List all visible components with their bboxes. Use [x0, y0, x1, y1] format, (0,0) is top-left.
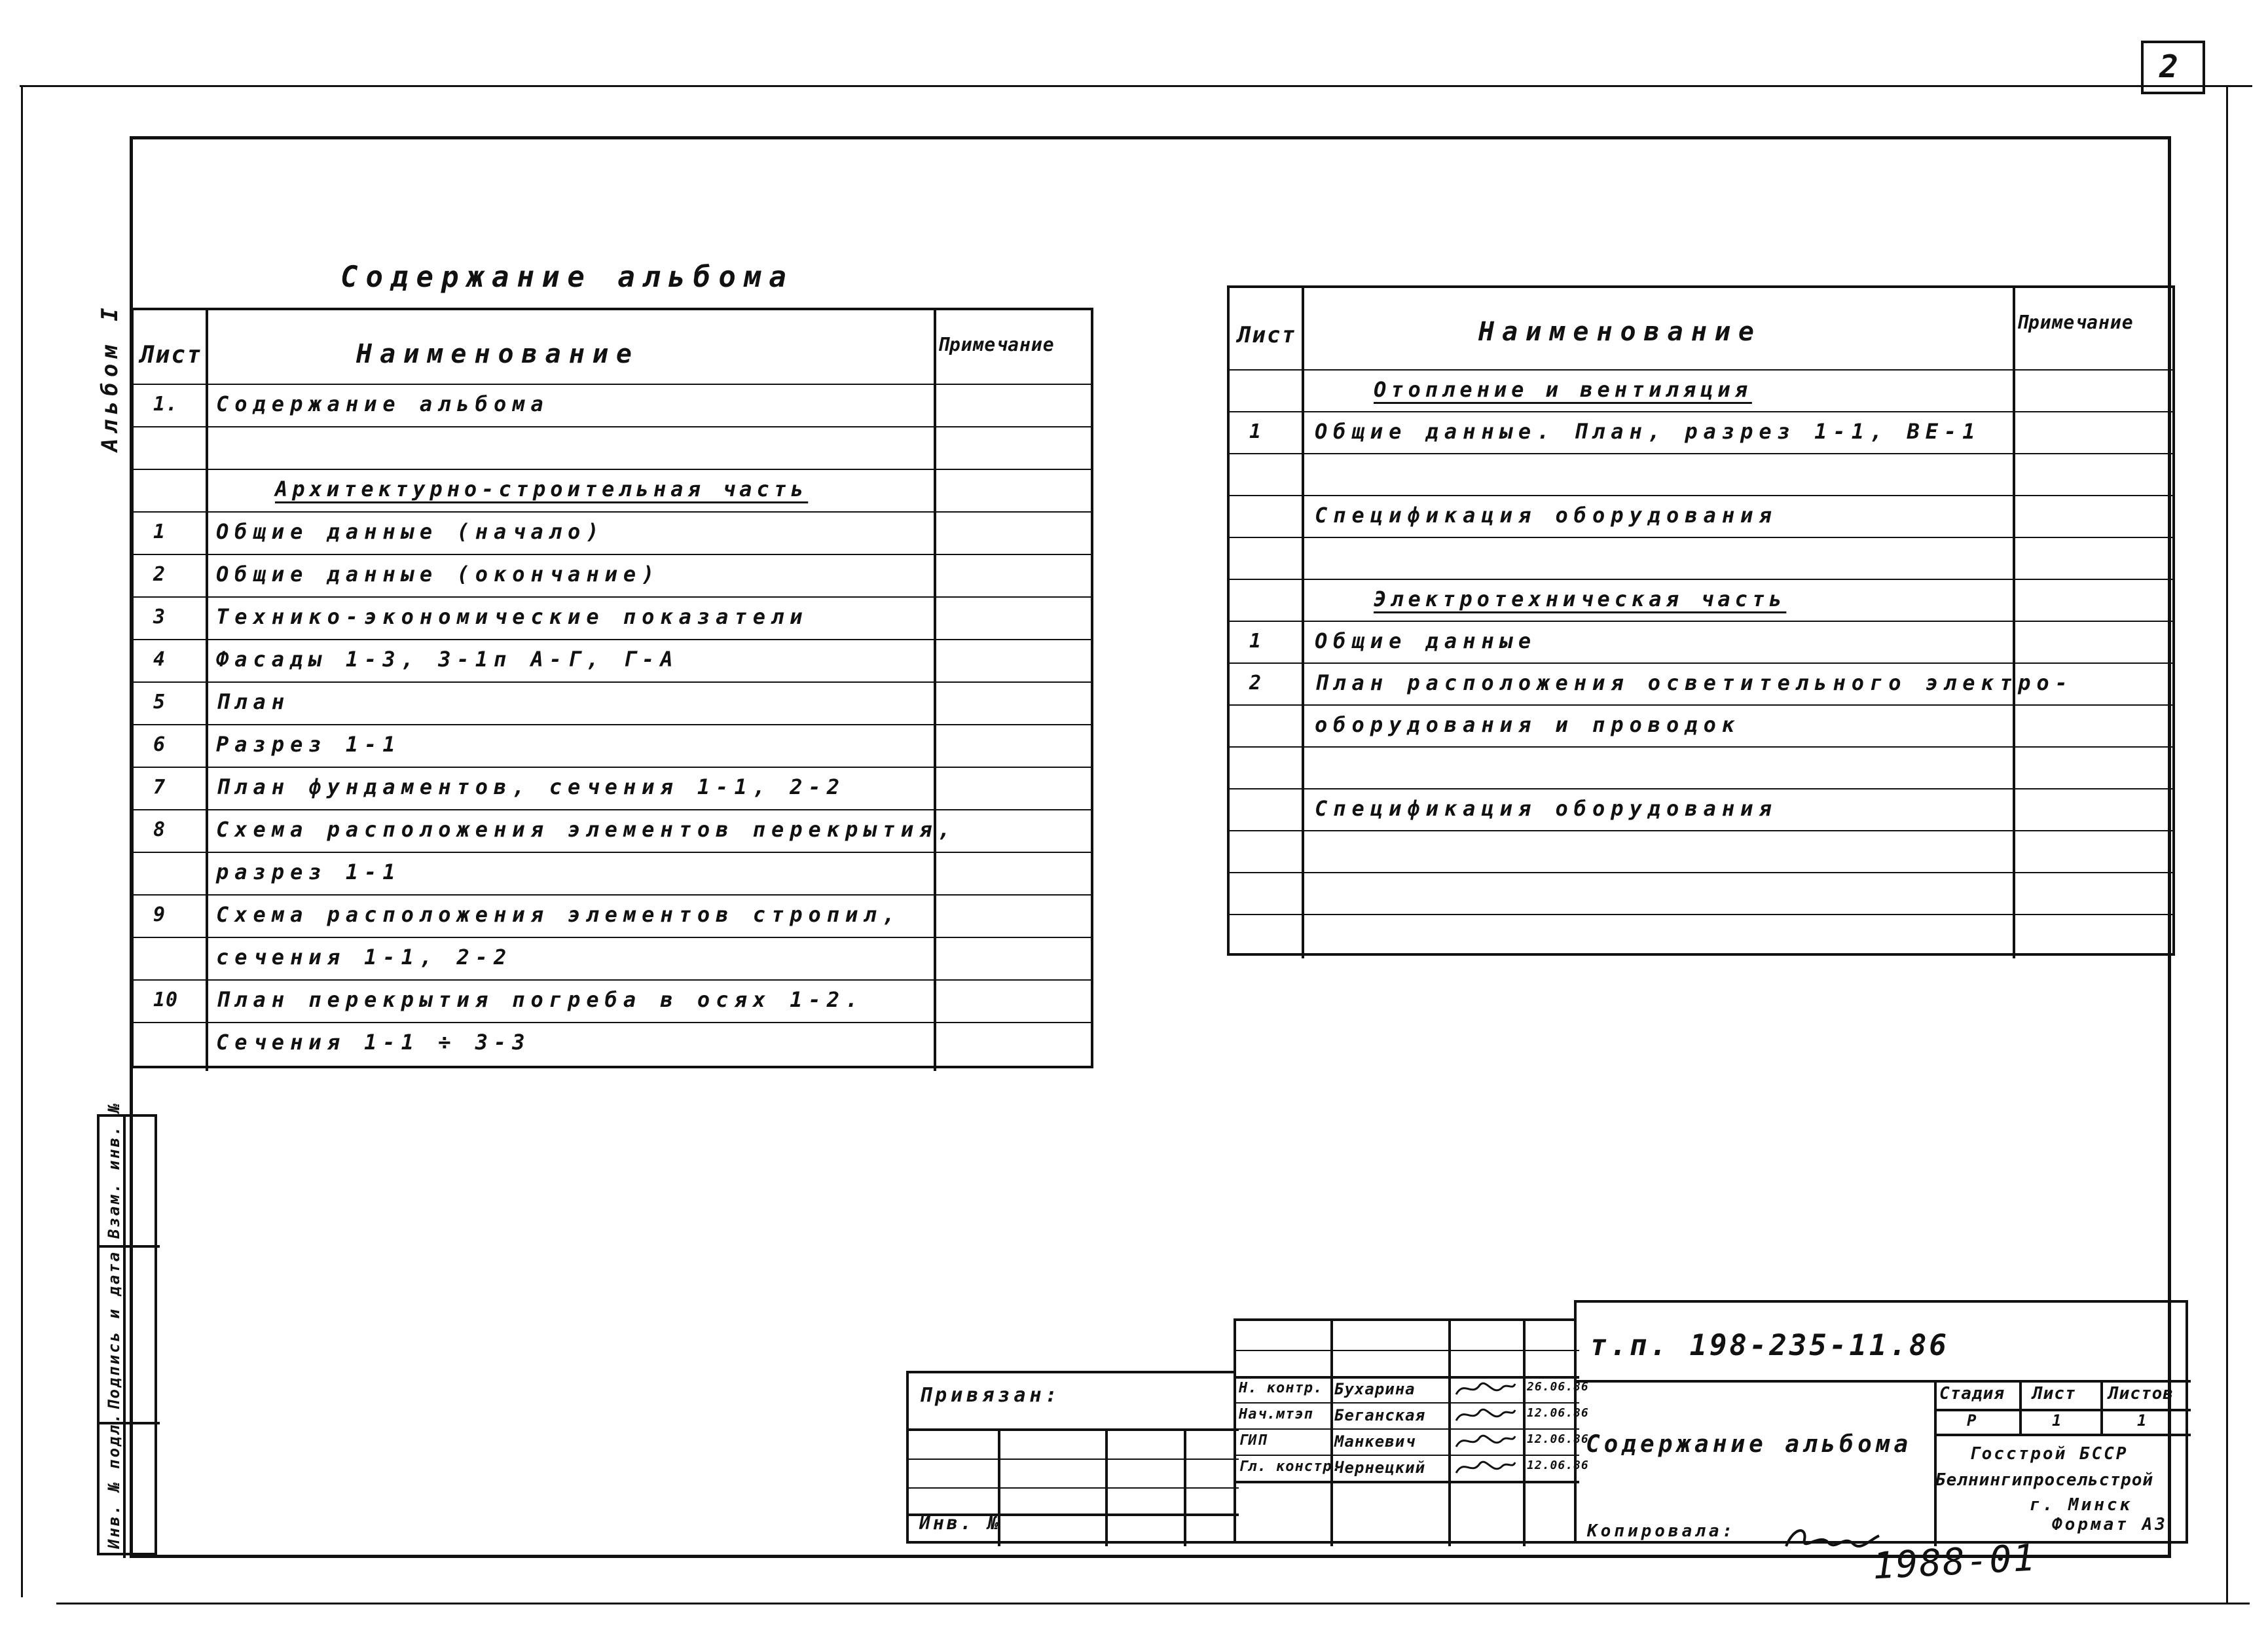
left-row-name: План фундаментов, сечения 1-1, 2-2 [216, 774, 846, 799]
left-row-name: Общие данные (начало) [216, 519, 605, 544]
signature-name: Бухарина [1334, 1380, 1416, 1398]
left-col-divider-note [934, 310, 936, 1071]
signature-date: 12.06.86 [1527, 1459, 1589, 1472]
left-contents-table [131, 308, 1093, 1068]
right-row-line [1230, 746, 2172, 748]
left-row-sheet: 1. [153, 393, 179, 416]
signature-name: Беганская [1334, 1406, 1426, 1424]
main-title-block [1574, 1300, 2188, 1544]
signature-name: Чернецкий [1334, 1459, 1426, 1477]
right-col-divider-sheet [1302, 288, 1304, 958]
left-row-line [134, 809, 1091, 810]
side-stamp [97, 1101, 157, 1555]
right-row-name: оборудования и проводок [1315, 712, 1741, 737]
left-row-name: Сечения 1-1 ÷ 3-3 [216, 1030, 531, 1055]
left-row-line [134, 894, 1091, 896]
left-row-sheet: 2 [153, 563, 166, 586]
stage-value: Р [1967, 1411, 1981, 1430]
side-stamp-inner-line [123, 1117, 126, 1558]
inv-label: Инв. № [919, 1512, 1002, 1534]
right-row-line [1230, 704, 2172, 706]
right-row-name: Спецификация оборудования [1315, 503, 1778, 528]
sig-col-3 [1523, 1321, 1526, 1546]
left-row-sheet: 10 [153, 988, 179, 1011]
right-contents-table [1227, 285, 2175, 956]
sheet-number: 2 [2159, 48, 2178, 85]
title-code-divider [1577, 1380, 2191, 1383]
left-header-sheet: Лист [140, 342, 202, 369]
handwritten-signature-icon [1452, 1430, 1518, 1453]
sheets-label: Листов [2108, 1384, 2174, 1404]
right-row-line [1230, 411, 2172, 412]
right-row-line [1230, 453, 2172, 454]
handwritten-number: 1988-01 [1871, 1536, 2038, 1588]
left-row-sheet: 4 [153, 648, 166, 671]
right-row-sheet: 1 [1249, 420, 1262, 443]
outer-frame-bottom [56, 1603, 2250, 1604]
signature-name: Манкевич [1334, 1432, 1416, 1451]
left-row-line [134, 384, 1091, 385]
signature-role: Н. контр. [1239, 1380, 1323, 1396]
right-header-name: Наименование [1478, 317, 1762, 347]
document-title: Содержание альбома [1586, 1431, 1912, 1458]
left-row-name: Разрез 1-1 [216, 732, 401, 757]
sheet-number-box [2141, 41, 2205, 94]
left-row-name: Общие данные (окончание) [216, 562, 661, 587]
org-line-3: г. Минск [2030, 1495, 2133, 1515]
left-row-line [134, 1022, 1091, 1023]
left-row-sheet: 1 [153, 520, 166, 543]
left-row-name: План [216, 689, 291, 714]
right-col-divider-note [2013, 288, 2015, 958]
left-row-sheet: 3 [153, 606, 166, 628]
right-row-name: Спецификация оборудования [1315, 796, 1778, 821]
signature-role: Гл. констр. [1239, 1459, 1342, 1475]
page-title: Содержание альбома [340, 261, 794, 294]
right-row-line [1230, 621, 2172, 622]
format-label: Формат А3 [2052, 1515, 2168, 1534]
left-row-line [134, 426, 1091, 427]
handwritten-signature-icon [1452, 1456, 1518, 1479]
signature-date: 12.06.86 [1527, 1432, 1589, 1446]
attached-col-2 [1105, 1428, 1108, 1546]
side-stamp-divider-1 [100, 1245, 160, 1248]
left-row-sheet: 5 [153, 691, 166, 714]
handwritten-signature-icon [1452, 1377, 1518, 1401]
left-row-name: План перекрытия погреба в осях 1-2. [216, 987, 864, 1012]
left-header-name: Наименование [356, 339, 640, 369]
stage-col-2 [2100, 1380, 2103, 1434]
copied-label: Копировала: [1587, 1521, 1736, 1541]
outer-frame-top [20, 85, 2252, 87]
attached-line-3 [909, 1487, 1239, 1489]
right-section-heading: Электротехническая часть [1374, 587, 1787, 611]
side-stamp-inv-original: Инв. № подл. [105, 1411, 123, 1549]
left-row-line [134, 596, 1091, 598]
right-row-line [1230, 662, 2172, 664]
attached-line-2 [909, 1459, 1239, 1460]
left-row-line [134, 724, 1091, 725]
sig-line-4 [1236, 1428, 1579, 1430]
signature-role: ГИП [1239, 1432, 1267, 1449]
left-col-divider-sheet [206, 310, 208, 1071]
signature-date: 26.06.86 [1527, 1380, 1589, 1394]
right-header-sheet: Лист [1237, 322, 1296, 348]
sig-col-1 [1330, 1321, 1333, 1546]
document-code: т.п. 198-235-11.86 [1590, 1329, 1949, 1362]
copier-signature-icon [1781, 1520, 1886, 1566]
right-row-line [1230, 369, 2172, 371]
left-row-line [134, 979, 1091, 981]
sheet-label: Лист [2032, 1384, 2076, 1404]
left-row-line [134, 554, 1091, 555]
left-row-name: Содержание альбома [216, 391, 549, 416]
handwritten-signature-icon [1452, 1404, 1518, 1427]
sig-line-1 [1236, 1350, 1579, 1351]
sig-line-6 [1236, 1481, 1579, 1483]
right-row-line [1230, 495, 2172, 496]
side-stamp-replaced-inv: Взам. инв. № [105, 1101, 123, 1239]
left-row-sheet: 9 [153, 903, 166, 926]
signature-date: 12.06.86 [1527, 1406, 1589, 1420]
left-row-sheet: 6 [153, 733, 166, 756]
right-header-note: Примечание [2017, 312, 2134, 333]
signatures-block [1234, 1318, 1589, 1544]
sig-line-3 [1236, 1402, 1579, 1404]
left-header-note: Примечание [938, 334, 1055, 355]
side-stamp-sign-date: Подпись и дата [105, 1250, 123, 1410]
left-row-sheet: 7 [153, 776, 166, 799]
org-line-2: Белнингипросельстрой [1935, 1470, 2154, 1490]
outer-frame-right [2226, 85, 2228, 1604]
stage-label: Стадия [1939, 1384, 2005, 1404]
left-row-line [134, 639, 1091, 640]
stage-value-line [1934, 1434, 2191, 1436]
right-row-line [1230, 914, 2172, 915]
left-row-line [134, 767, 1091, 768]
right-section-heading: Отопление и вентиляция [1374, 377, 1752, 402]
right-row-line [1230, 830, 2172, 831]
left-row-name: Технико-экономические показатели [216, 604, 809, 629]
sheet-value: 1 [2052, 1411, 2066, 1430]
right-row-name: План расположения осветительного электро- [1315, 670, 2074, 695]
left-row-name: сечения 1-1, 2-2 [216, 945, 513, 969]
right-row-line [1230, 788, 2172, 789]
right-row-line [1230, 537, 2172, 538]
left-row-line [134, 511, 1091, 513]
album-side-label: Альбом I [97, 302, 123, 452]
right-row-line [1230, 872, 2172, 873]
left-row-name: Схема расположения элементов перекрытия, [216, 817, 957, 842]
right-row-name: Общие данные. План, разрез 1-1, ВЕ-1 [1315, 419, 1981, 444]
signature-role: Нач.мтэп [1239, 1406, 1313, 1422]
right-row-name: Общие данные [1315, 628, 1537, 653]
attached-block [906, 1371, 1236, 1544]
sig-line-5 [1236, 1455, 1579, 1456]
left-row-sheet: 8 [153, 818, 166, 841]
sig-line-2 [1236, 1376, 1579, 1379]
left-row-name: Фасады 1-3, 3-1п А-Г, Г-А [216, 647, 679, 672]
org-line-1: Госстрой БССР [1969, 1444, 2129, 1464]
attached-label: Привязан: [919, 1384, 1061, 1407]
sheets-value: 1 [2137, 1411, 2151, 1430]
right-row-sheet: 1 [1249, 630, 1262, 653]
right-row-sheet: 2 [1249, 672, 1262, 695]
left-row-line [134, 681, 1091, 683]
right-row-line [1230, 579, 2172, 580]
left-row-name: разрез 1-1 [216, 860, 401, 884]
left-section-heading: Архитектурно-строительная часть [275, 477, 809, 501]
attached-col-3 [1184, 1428, 1186, 1546]
sig-col-2 [1448, 1321, 1451, 1546]
left-row-line [134, 937, 1091, 938]
left-row-line [134, 469, 1091, 470]
stage-col-1 [2019, 1380, 2022, 1434]
attached-line-1 [909, 1428, 1239, 1431]
left-row-name: Схема расположения элементов стропил, [216, 902, 901, 927]
title-info-divider [1934, 1380, 1937, 1546]
outer-frame-left [21, 85, 23, 1597]
left-row-line [134, 852, 1091, 853]
